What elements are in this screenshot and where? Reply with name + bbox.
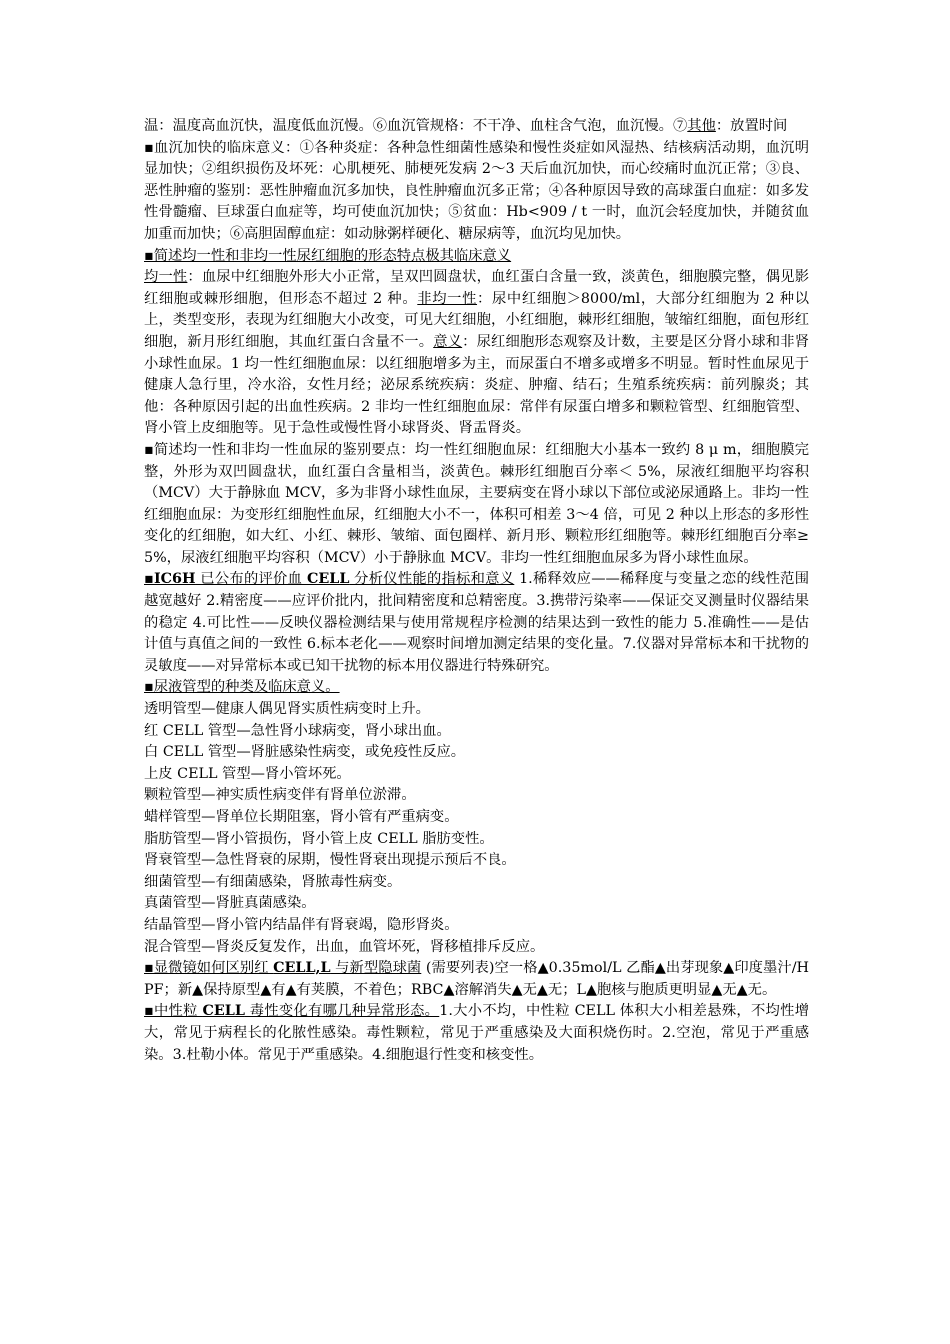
text-run: ：血尿中红细胞外形大小正常，呈双凹圆盘状，血红蛋白含量一致，淡黄色，细胞膜完整，偶见影红细胞或棘形细胞，但形态不超过 2 种。: [144, 269, 810, 307]
section-heading: ▪简述均一性和非均一性尿红细胞的形态特点极其临床意义: [144, 247, 512, 264]
section-heading: [144, 960, 421, 976]
text-run: 1.稀释效应——稀释度与变量之恋的线性范围越宽越好 2.精密度——应评价批内，批间精密度和总精密度。3.携带污染率——保证交叉测量时仪器结果的稳定 4.可比性——反映仪器检测结果与使用常规程序检测的结果达到一致性的能力 5.准确性——是估计值与真值之间的一致性 6.标本老化——观察时间增加测定结果的变化量。7.仪器对异常标本和干扰物的灵敏度——对异常标本或已知干扰物的标本用仪器进行特殊研究。: [144, 571, 810, 674]
paragraph-casts-heading: [144, 677, 809, 699]
paragraph-esr-factors: [144, 116, 809, 138]
text-run: ①各种炎症：各种急性细菌性感染和慢性炎症如风湿热、结核病活动期，血沉明显加快；②组织损伤及坏死：心肌梗死、肺梗死发病 2～3 天后血沉加快，而心绞痛时血沉正常；③良、恶性肿瘤的鉴别：恶性肿瘤血沉多加快，良性肿瘤血沉多正常；④各种原因导致的高球蛋白血症：如多发性骨髓瘤、巨球蛋白血症等，均可使血沉加快；⑤贫血：Hb<909 / t 一时，血沉会轻度加快，并随贫血加重而加快；⑥高胆固醇血症：如动脉粥样硬化、糖尿病等，血沉均见加快。: [144, 139, 809, 242]
cast-item: 肾衰管型—急性肾衰的尿期，慢性肾衰出现提示预后不良。: [144, 852, 516, 869]
text-run: CELL: [306, 571, 350, 588]
cast-item: 蜡样管型—肾单位长期阻塞，肾小管有严重病变。: [144, 809, 459, 825]
document-body: [144, 116, 809, 1066]
underlined-term: 其他: [687, 118, 716, 134]
text-run: 毒性变化有哪几种异常形态。: [244, 1003, 440, 1020]
section-heading: ▪尿液管型的种类及临床意义。: [144, 679, 340, 696]
text-run: ：放置时间: [715, 118, 788, 134]
paragraph-neutrophil-toxic: [144, 1001, 809, 1066]
cast-item: 脂肪管型—肾小管损伤，肾小管上皮 CELL 脂肪变性。: [144, 830, 494, 847]
underlined-term: 均一性: [144, 269, 188, 286]
cast-item: 红 CELL 管型—急性肾小球病变，肾小球出血。: [144, 722, 451, 739]
text-run: ▪显微镜如何区别红: [144, 960, 274, 977]
text-run: 1.大小不均，中性粒 CELL 体积大小相差悬殊，不均性增大，常见于病程长的化脓性感染。毒性颗粒，常见于严重感染及大面积烧伤时。2.空泡，常见于严重感染。3.杜勒小体。常见于严重感染。4.细胞退行性变和核变性。: [144, 1003, 810, 1063]
cast-item: 细菌管型—有细菌感染，肾脓毒性病变。: [144, 873, 402, 890]
underlined-term: 非均一性: [417, 290, 478, 307]
cast-item: 白 CELL 管型—肾脏感染性病变，或免疫性反应。: [144, 744, 466, 761]
paragraph-microscope-distinguish: [144, 958, 809, 1001]
section-heading: [144, 1003, 439, 1019]
text-run: ▪IC6H: [144, 571, 196, 588]
text-run: (需要列表)空一格▲0.35mol/L 乙酯▲出芽现象▲印度墨汁/HPF；新▲保持原型▲有▲有荚膜，不着色；RBC▲溶解消失▲无▲无；L▲胞核与胞质更明显▲无▲无。: [144, 960, 810, 998]
section-heading: [144, 571, 514, 587]
paragraph-rbc-morphology-heading: [144, 246, 809, 268]
text-run: CELL,L: [273, 960, 331, 977]
underlined-term: 意义: [433, 333, 463, 350]
paragraph-rbc-morphology: [144, 267, 809, 440]
text-run: CELL: [202, 1003, 245, 1020]
cast-item: 真菌管型—肾脏真菌感染。: [144, 895, 316, 912]
paragraph-icsh-indicators: [144, 569, 809, 677]
text-run: 与新型隐球菌: [330, 960, 422, 977]
cast-item: 透明管型—健康人偶见肾实质性病变时上升。: [144, 701, 430, 718]
text-run: ▪中性粒: [144, 1003, 203, 1020]
cast-item: 结晶管型—肾小管内结晶伴有肾衰竭，隐形肾炎。: [144, 916, 459, 933]
cast-item: 上皮 CELL 管型—肾小管坏死。: [144, 765, 351, 782]
text-run: 分析仪性能的指标和意义: [349, 571, 515, 588]
text-run: 温：温度高血沉快，温度低血沉慢。⑥血沉管规格：不干净、血柱含气泡，血沉慢。⑦: [144, 118, 688, 134]
section-heading: ▪血沉加快的临床意义：: [144, 139, 300, 156]
text-run: ：尿红细胞形态观察及计数，主要是区分肾小球和非肾小球性血尿。1 均一性红细胞血尿：以红细胞增多为主，而尿蛋白不增多或增多不明显。暂时性血尿见于健康人急行里，冷水浴，女性月经；泌尿系统疾病：炎症、肿瘤、结石；生殖系统疾病：前列腺炎；其他：各种原因引起的出血性疾病。2 非均一性红细胞血尿：常伴有尿蛋白增多和颗粒管型、红细胞管型、肾小管上皮细胞等。见于急性或慢性肾小球肾炎、肾盂肾炎。: [144, 333, 810, 437]
text-run: ：尿中红细胞＞8000/ml，大部分红细胞为 2 种以上，类型变形，表现为红细胞大小改变，可见大红细胞，小红细胞，棘形红细胞，皱缩红细胞，面包形红细胞，新月形红细胞，其血红蛋白含量不一。: [144, 290, 810, 350]
cast-item: 颗粒管型—神实质性病变伴有肾单位淤滞。: [144, 787, 416, 804]
text-run: ▪简述均一性和非均一性血尿的鉴别要点：均一性红细胞血尿：红细胞大小基本一致约 8 μ m，细胞膜完整，外形为双凹圆盘状，血红蛋白含量相当，淡黄色。棘形红细胞百分率＜ 5%，尿液红细胞平均容积（MCV）大于静脉血 MCV，多为非肾小球性血尿，主要病变在肾小球以下部位或泌尿通路上。非均一性红细胞血尿：为变形红细胞性血尿，红细胞大小不一，体积可相差 3～4 倍，可见 2 种以上形态的多形性变化的红细胞，如大红、小红、棘形、皱缩、面包圈样、新月形、颗粒形红细胞等。棘形红细胞百分率≥5%，尿液红细胞平均容积（MCV）小于静脉血 MCV。非均一性红细胞血尿多为肾小球性血尿。: [144, 441, 809, 566]
paragraph-esr-significance: [144, 138, 809, 246]
cast-item: 混合管型—肾炎反复发作，出血，血管坏死，肾移植排斥反应。: [144, 938, 545, 955]
text-run: 已公布的评价血: [195, 571, 307, 588]
paragraph-hematuria-differential: [144, 440, 809, 570]
